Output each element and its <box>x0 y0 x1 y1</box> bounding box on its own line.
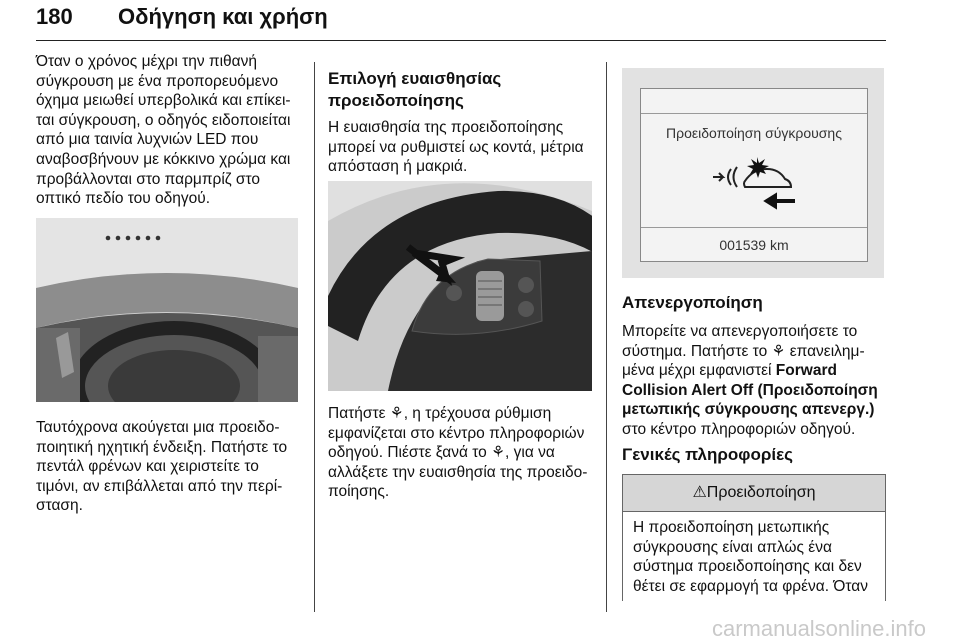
header-rule <box>36 40 886 41</box>
sensitivity-heading: Επιλογή ευαισθησίας προειδοποίησης <box>328 69 502 110</box>
sensitivity-paragraph: Η ευαισθησία της προειδοποίησης μπορεί να ρυθμιστεί ως κοντά, μέτρια απόσταση ή μακριά. <box>328 119 584 176</box>
deactivation-paragraph: Μπορείτε να απενεργοποιήσετε το σύστημα. Πατήστε το ⚘ επανειλημ- μένα μέχρι εμφανιστεί Forward Collision Alert Off (Προειδοποίηση μετωπικής σύγκρουσης απενεργ.) στο κέντρο πληροφοριών οδηγού. <box>622 323 878 438</box>
dic-title: Προειδοποίηση σύγκρουσης <box>666 125 842 141</box>
dic-odometer: 001539 km <box>719 237 789 253</box>
page-number: 180 <box>36 4 73 29</box>
steering-wheel-image <box>328 181 592 391</box>
page-title: Οδήγηση και χρήση <box>118 4 328 29</box>
watermark: carmanualsonline.info <box>711 616 926 641</box>
windshield-led-image <box>36 218 298 402</box>
warning-header: ⚠Προειδοποίηση <box>623 475 885 512</box>
warning-triangle-icon: ⚠ <box>692 484 707 501</box>
warning-box: ⚠Προειδοποίηση Η προειδοποίηση μετωπικής σύγκρουσης είναι απλώς ένα σύστημα προειδοποίησης και δεν θέτει σε εφαρμογή τα φρένα. Όταν <box>622 474 886 601</box>
column-divider-2 <box>606 62 607 612</box>
deactivation-heading: Απενεργοποίηση <box>622 293 763 312</box>
general-info-heading: Γενικές πληροφορίες <box>622 445 793 464</box>
dic-display-illustration <box>622 68 884 278</box>
col1-second-paragraph: Ταυτόχρονα ακούγεται μια προειδο- ποιητική ηχητική ένδειξη. Πατήστε το πεντάλ φρένων και χειριστείτε το τιμόνι, αν επιβάλλεται από την περί- σταση. <box>36 419 288 515</box>
press-button-paragraph: Πατήστε ⚘, η τρέχουσα ρύθμιση εμφανίζεται στο κέντρο πληροφοριών οδηγού. Πιέστε ξανά το ⚘, για να αλλάξετε την ευαισθησία της προειδο- ποίησης. <box>328 405 588 501</box>
col1-intro-paragraph: Όταν ο χρόνος μέχρι την πιθανή σύγκρουση με ένα προπορευόμενο όχημα μειωθεί υπερβολικά και επίκει- ται σύγκρουση, ο οδηγός ειδοποιείται από μια ταινία λυχνιών LED που αναβοσβήνουν με κόκκινο χρώμα και προβάλλονται στο παρμπρίζ στο οπτικό πεδίο του οδηγού. <box>36 53 291 208</box>
collision-alert-icon <box>711 155 801 216</box>
dic-screen <box>640 88 868 262</box>
column-divider-1 <box>314 62 315 612</box>
